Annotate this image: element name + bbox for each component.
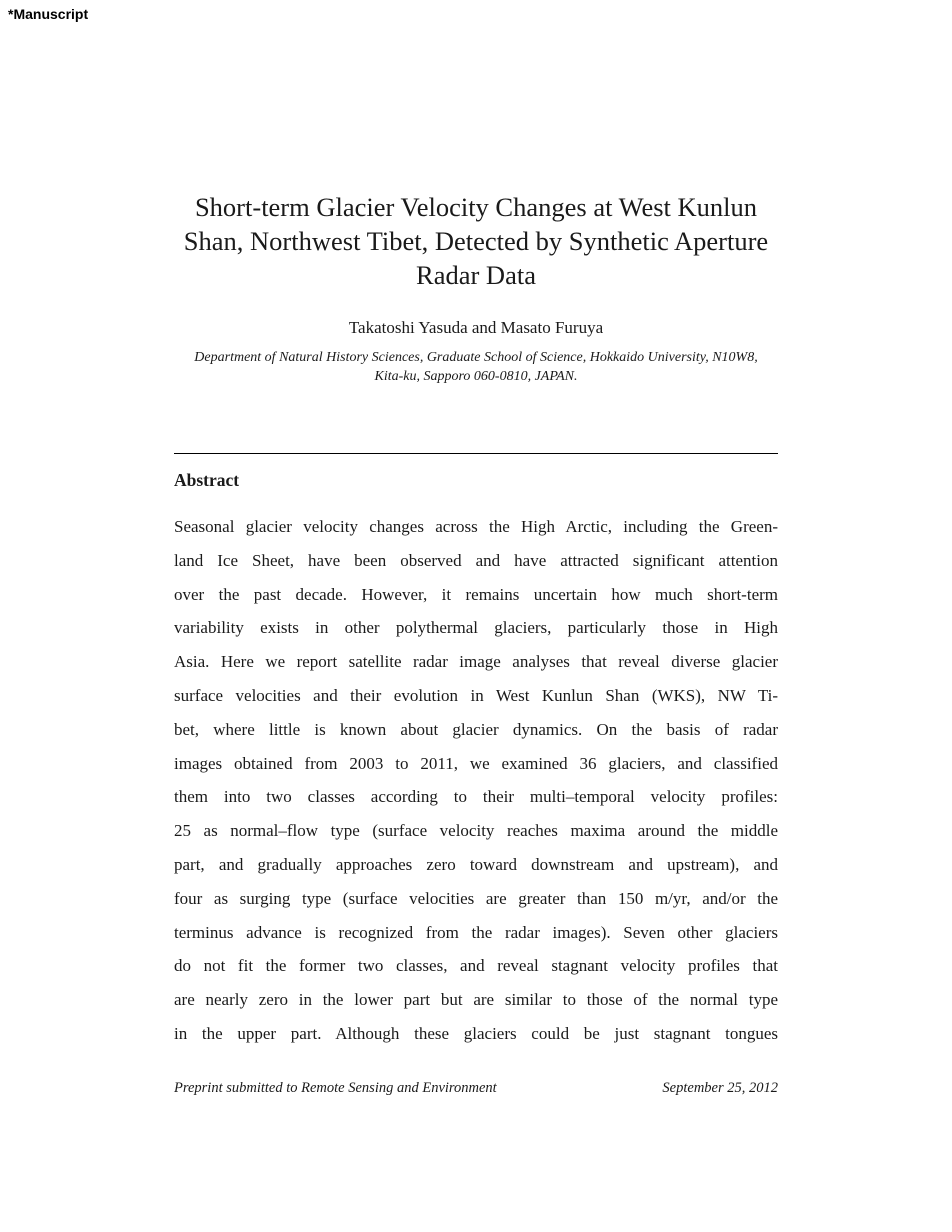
abstract-line: part, and gradually approaches zero toward downstream and upstream), and [174, 854, 778, 874]
abstract-line: surface velocities and their evolution in West Kunlun Shan (WKS), NW Ti- [174, 685, 778, 705]
abstract-line: land Ice Sheet, have been observed and have attracted significant attention [174, 550, 778, 570]
abstract-line: Seasonal glacier velocity changes across the High Arctic, including the Green- [174, 517, 778, 536]
abstract-heading: Abstract [174, 470, 240, 490]
abstract-line: images obtained from 2003 to 2011, we examined 36 glaciers, and classified [174, 753, 778, 773]
abstract-line: Asia. Here we report satellite radar image analyses that reveal diverse glacier [174, 652, 778, 672]
abstract-line: variability exists in other polythermal glaciers, particularly those in High [174, 618, 778, 638]
footer-journal: Preprint submitted to Remote Sensing and Environment [174, 1080, 497, 1096]
footer-date: September 25, 2012 [662, 1080, 778, 1096]
authors: Takatoshi Yasuda and Masato Furuya [348, 318, 604, 337]
abstract-line: in the upper part. Although these glaciers could be just stagnant tongues [174, 1023, 778, 1043]
abstract-body [174, 510, 778, 1051]
abstract-line: bet, where little is known about glacier dynamics. On the basis of radar [174, 719, 778, 739]
abstract-line: are nearly zero in the lower part but are similar to those of the normal type [174, 990, 778, 1010]
affiliation: Department of Natural History Sciences, Graduate School of Science, Hokkaido University, N10W8, Kita-ku, Sapporo 060-0810, JAPAN. [194, 350, 758, 384]
manuscript-tag: *Manuscript [8, 6, 89, 22]
paper-title: Short-term Glacier Velocity Changes at West Kunlun Shan, Northwest Tibet, Detected by Synthetic Aperture Radar Data [183, 192, 769, 290]
abstract-line: them into two classes according to their multi–temporal velocity profiles: [174, 787, 778, 807]
abstract-line: terminus advance is recognized from the radar images). Seven other glaciers [174, 922, 778, 942]
divider-rule [174, 453, 778, 454]
abstract-line: do not fit the former two classes, and reveal stagnant velocity profiles that [174, 956, 778, 976]
abstract-line: four as surging type (surface velocities are greater than 150 m/yr, and/or the [174, 888, 778, 908]
abstract-line: over the past decade. However, it remains uncertain how much short-term [174, 584, 778, 604]
abstract-line: 25 as normal–flow type (surface velocity reaches maxima around the middle [174, 821, 778, 841]
